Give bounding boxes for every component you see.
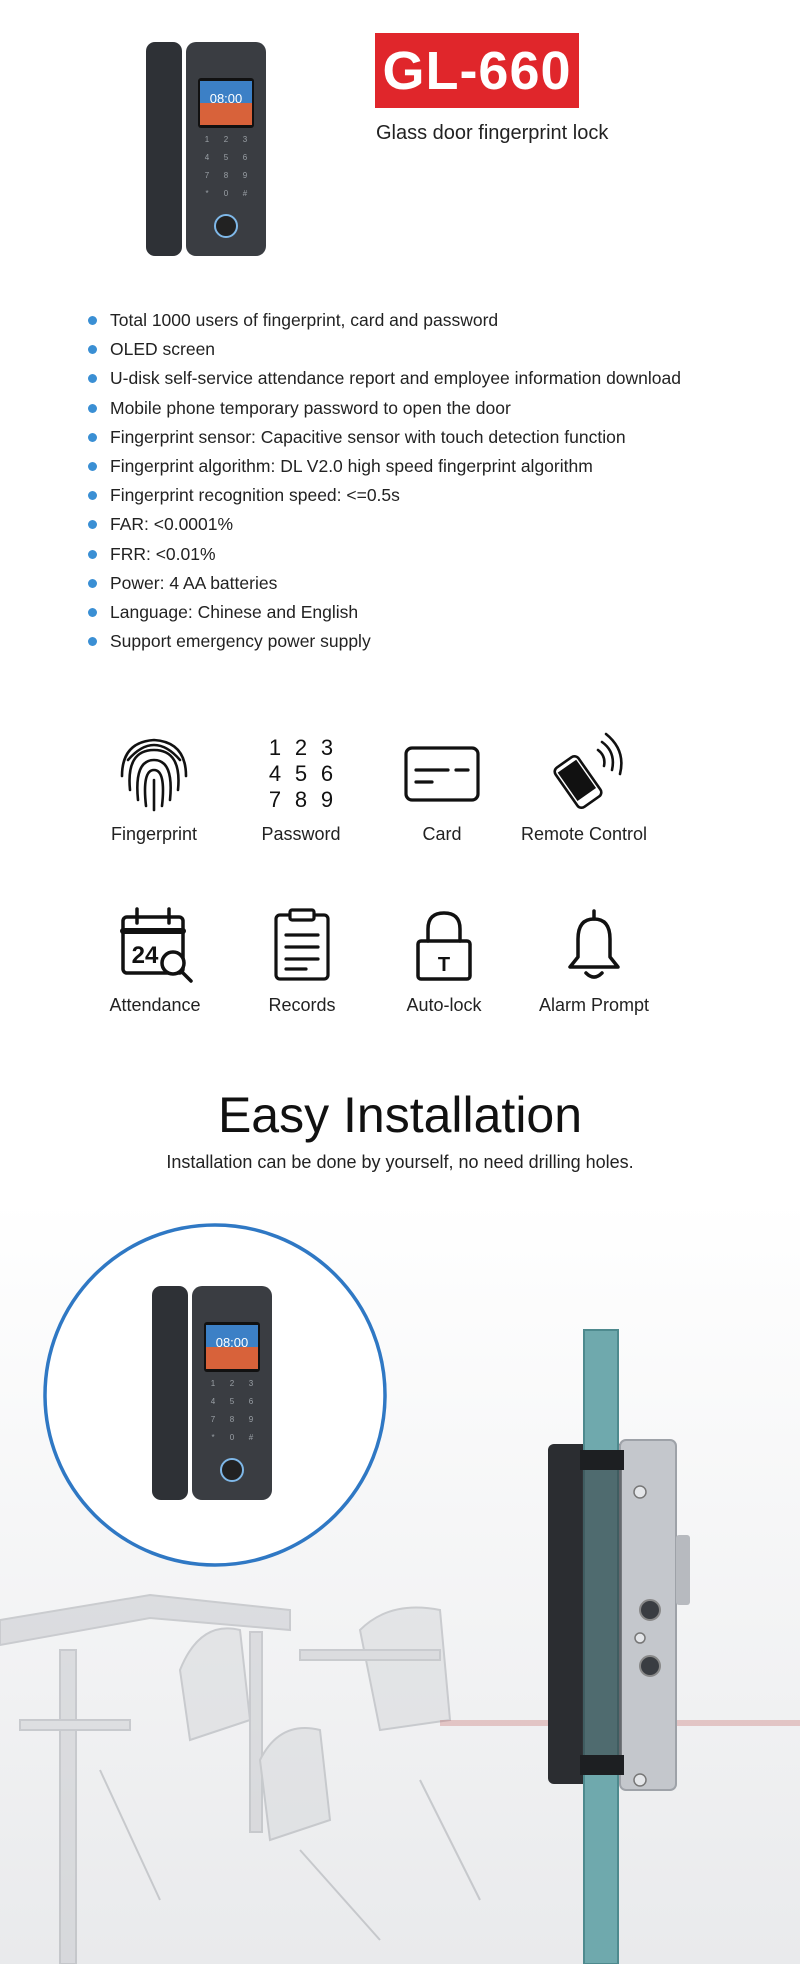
function-records xyxy=(227,905,377,1016)
svg-text:4: 4 xyxy=(268,761,282,786)
installation-title: Easy Installation xyxy=(217,1087,583,1143)
svg-text:7: 7 xyxy=(268,787,282,812)
model-badge: GL-660 xyxy=(375,33,579,108)
installation-subtitle: Installation can be done by yourself, no need drilling holes. xyxy=(166,1152,634,1172)
svg-text:5: 5 xyxy=(294,761,308,786)
svg-text:*: * xyxy=(211,1433,215,1442)
svg-text:9: 9 xyxy=(248,1415,254,1424)
svg-text:08:00: 08:00 xyxy=(215,1335,249,1350)
svg-text:T: T xyxy=(437,954,451,976)
svg-text:8: 8 xyxy=(223,171,229,180)
svg-text:2: 2 xyxy=(229,1379,235,1388)
list-item: U-disk self-service attendance report and employee information download xyxy=(88,364,681,393)
svg-text:3: 3 xyxy=(320,735,334,760)
function-label: Password xyxy=(261,824,341,844)
function-label: Remote Control xyxy=(520,824,648,844)
svg-text:4: 4 xyxy=(204,153,210,162)
function-password xyxy=(226,730,376,845)
list-item: FRR: <0.01% xyxy=(88,540,681,569)
svg-text:9: 9 xyxy=(320,787,334,812)
list-item: Fingerprint algorithm: DL V2.0 high speed fingerprint algorithm xyxy=(88,452,681,481)
list-item: Total 1000 users of fingerprint, card and password xyxy=(88,306,681,335)
fingerprint-icon xyxy=(114,730,194,814)
list-item: Language: Chinese and English xyxy=(88,598,681,627)
product-image-top xyxy=(142,38,270,260)
svg-text:2: 2 xyxy=(223,135,229,144)
svg-text:0: 0 xyxy=(223,189,229,198)
list-item: Fingerprint sensor: Capacitive sensor with touch detection function xyxy=(88,423,681,452)
function-label: Card xyxy=(422,824,462,844)
keypad-icon xyxy=(261,730,341,814)
svg-text:5: 5 xyxy=(223,153,229,162)
clipboard-icon xyxy=(262,905,342,985)
svg-text:#: # xyxy=(248,1433,254,1442)
svg-text:6: 6 xyxy=(242,153,248,162)
svg-text:1: 1 xyxy=(204,135,210,144)
screen-time: 08:00 xyxy=(209,91,243,106)
function-label: Records xyxy=(268,995,336,1015)
svg-text:#: # xyxy=(242,189,248,198)
list-item: Mobile phone temporary password to open the door xyxy=(88,394,681,423)
function-attendance xyxy=(80,905,230,1016)
svg-text:2: 2 xyxy=(294,735,308,760)
padlock-icon xyxy=(404,905,484,985)
function-label: Alarm Prompt xyxy=(538,995,650,1015)
function-auto-lock xyxy=(369,905,519,1016)
svg-text:4: 4 xyxy=(210,1397,216,1406)
function-label: Auto-lock xyxy=(406,995,482,1015)
installation-scene xyxy=(0,1200,800,1964)
list-item: Fingerprint recognition speed: <=0.5s xyxy=(88,481,681,510)
list-item: FAR: <0.0001% xyxy=(88,510,681,539)
list-item: OLED screen xyxy=(88,335,681,364)
svg-text:6: 6 xyxy=(320,761,334,786)
bell-icon xyxy=(554,905,634,985)
product-image-circle xyxy=(152,1286,272,1500)
feature-list xyxy=(88,306,681,656)
function-alarm-prompt xyxy=(519,905,669,1016)
svg-text:6: 6 xyxy=(248,1397,254,1406)
product-subtitle: Glass door fingerprint lock xyxy=(376,122,609,144)
list-item: Power: 4 AA batteries xyxy=(88,569,681,598)
svg-text:1: 1 xyxy=(210,1379,216,1388)
function-label: Fingerprint xyxy=(110,824,198,844)
svg-text:*: * xyxy=(205,189,209,198)
calendar-icon xyxy=(115,905,195,985)
phone-remote-icon xyxy=(544,730,624,814)
card-icon xyxy=(402,730,482,814)
svg-text:5: 5 xyxy=(229,1397,235,1406)
list-item: Support emergency power supply xyxy=(88,627,681,656)
svg-text:8: 8 xyxy=(294,787,308,812)
svg-text:0: 0 xyxy=(229,1433,235,1442)
svg-text:7: 7 xyxy=(210,1415,216,1424)
function-remote-control xyxy=(509,730,659,845)
function-card xyxy=(367,730,517,845)
svg-text:3: 3 xyxy=(248,1379,254,1388)
svg-text:8: 8 xyxy=(229,1415,235,1424)
svg-text:7: 7 xyxy=(204,171,210,180)
svg-text:1: 1 xyxy=(268,735,282,760)
function-fingerprint xyxy=(79,730,229,845)
function-label: Attendance xyxy=(109,995,201,1015)
svg-text:3: 3 xyxy=(242,135,248,144)
svg-text:9: 9 xyxy=(242,171,248,180)
svg-text:24: 24 xyxy=(131,942,159,969)
